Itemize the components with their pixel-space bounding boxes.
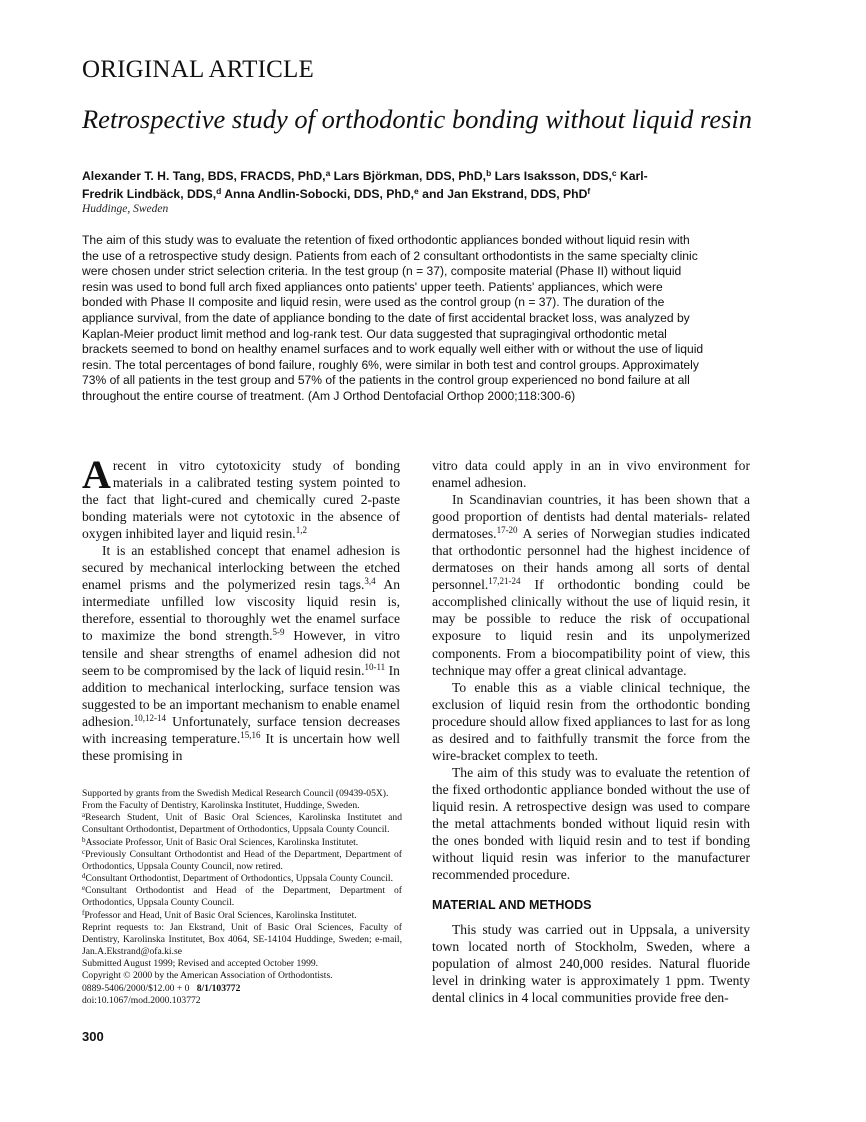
author-name: Lars Isaksson, DDS, (491, 169, 612, 183)
reference-mark: 10,12-14 (133, 712, 166, 723)
section-label: ORIGINAL ARTICLE (82, 56, 314, 83)
footnote-affiliation-b: $^b$Associate Professor, Unit of Basic Oral Sciences, Karolinska Institutet. (82, 835, 359, 848)
footnote-institution: From the Faculty of Dentistry, Karolinska Institutet, Huddinge, Sweden. (82, 800, 360, 812)
body-column-left (82, 452, 401, 764)
footnote-funding: Supported by grants from the Swedish Medical Research Council (09439-05X). (82, 788, 389, 799)
body-paragraph: In Scandinavian countries, it has been shown that a good proportion of dentists had dental materials- related dermatoses.$^{17-20}$ A series of Norwegian studies indicated that orthodontic personnel had the highest incidence of dermatoses on their hands among all sorts of dental personnel.$^{17,21-24}$ If orthodontic bonding could be accomplished clinically without the use of liquid resin, it may be possible to reduce the risk of occupational exposure to liquid resin and its unpolymerized components. From a biocompatibility point of view, this technique may offer a great clinical advantage. (432, 492, 750, 678)
footnote-submitted: Submitted August 1999; Revised and accepted October 1999. (82, 958, 319, 970)
reference-mark: 17,21-24 (488, 576, 521, 587)
body-paragraph: vitro data could apply in an in vivo environment for enamel adhesion. (432, 458, 750, 491)
reference-mark: 10-11 (364, 661, 386, 672)
author-name: Karl- (616, 169, 648, 183)
reference-mark: 15,16 (240, 729, 261, 740)
body-paragraph: The aim of this study was to evaluate the retention of the fixed orthodontic appliance bonded without the use of liquid resin. A retrospective design was used to compare the metal attachments bonded without liquid resin with the ones bonded with liquid resin and to test if bonding without liquid resin was inferior to the manufacturer recommended procedure. (432, 764, 750, 883)
affiliation-mark: f (587, 186, 591, 196)
body-paragraph: It is an established concept that enamel adhesion is secured by mechanical interlocking between the etched enamel prisms and the polymerized resin tags.$^{3,4}$ An intermediate unfilled low viscosity liquid resin is, therefore, essential to thoroughly wet the enamel surface to maximize the bond strength.$^{5-9}$ However, in vitro tensile and shear strengths of enamel adhesion did not seem to be compromised by the lack of liquid resin.$^{10-11}$ In addition to mechanical interlocking, surface tension was suggested to be an important mechanism to enable enamel adhesion.$^{10,12-14}$ Unfortunately, surface tension decreases with increasing temperature.$^{15,16}$ It is uncertain how well these promising in (82, 543, 401, 763)
body-column-right (432, 457, 750, 1006)
affiliation-mark: d (216, 186, 222, 196)
author-location: Huddinge, Sweden (82, 203, 169, 215)
body-paragraph: This study was carried out in Uppsala, a university town located north of Stockholm, Sweden, where a population of almost 240,000 resides. Natural fluoride level in drinking water is approximately 1 ppm. Twenty dental clinics in 4 local communities provide free den- (432, 922, 750, 1006)
body-paragraph: A recent in vitro cytotoxicity study of bonding materials in a calibrated testing system pointed to the fact that light-cured and chemically cured 2-paste bonding materials were not cytotoxic in the absence of oxygen inhibited layer and liquid resin.$^{1,2}$ (82, 452, 400, 542)
footnote-issn: 0889-5406/2000/$12.00 + 0 8/1/103772 (82, 982, 241, 994)
page-number: 300 (82, 1029, 104, 1044)
footnote-affiliation-c: $^c$Previously Consultant Orthodontist and Head of the Department, Department of Orthodontics, Uppsala County Council, now retired. (82, 847, 402, 872)
affiliation-mark: e (414, 186, 419, 196)
reference-mark: 17-20 (496, 525, 518, 536)
affiliation-mark: a (325, 168, 331, 178)
footnote-affiliation-e: $^e$Consultant Orthodontist and Head of the Department, Department of Orthodontics, Uppsala County Council. (82, 884, 402, 909)
author-name: Alexander T. H. Tang, BDS, FRACDS, PhD, (82, 169, 326, 183)
author-name: Fredrik Lindbäck, DDS, (82, 187, 217, 201)
author-name: Lars Björkman, DDS, PhD, (330, 169, 487, 183)
footnote-affiliation-a: $^a$Research Student, Unit of Basic Oral Sciences, Karolinska Institutet and Consultant Orthodontist, Department of Orthodontics, Uppsala County Council. (82, 811, 402, 836)
author-name: Anna Andlin-Sobocki, DDS, PhD, (221, 187, 415, 201)
footnote-reprint: Reprint requests to: Jan Ekstrand, Unit of Basic Oral Sciences, Faculty of Dentistry, Karolinska Institutet, Box 4064, SE-14104 Huddinge, Sweden; e-mail, Jan.A.Ekstrand@ofa.ki.se (82, 921, 402, 958)
body-paragraph: To enable this as a viable clinical technique, the exclusion of liquid resin from the orthodontic bonding procedure should allow fixed appliances to last for as long as desired and to faithfully transmit the force from the wire-bracket complex to teeth. (432, 679, 750, 763)
drop-cap: A (82, 452, 111, 497)
article-title: Retrospective study of orthodontic bonding without liquid resin (82, 104, 753, 134)
affiliation-mark: c (611, 168, 617, 178)
affiliation-mark: b (486, 168, 492, 178)
footnote-copyright: Copyright © 2000 by the American Association of Orthodontists. (82, 970, 333, 982)
reference-mark: 3,4 (364, 576, 376, 587)
footnotes (82, 788, 402, 1007)
abstract: The aim of this study was to evaluate the retention of fixed orthodontic appliances bonded without liquid resin with the use of a retrospective study design. Patients from each of 2 consultant orthodontists in the same specialty clinic were chosen under strict selection criteria. In the test group (n = 37), composite material (Phase II) without liquid resin was used to bond full arch fixed appliances onto patients' upper teeth. Patients' appliances, which were bonded with Phase II composite and liquid resin, were used as the control group (n = 37). The duration of the appliance survival, from the date of appliance bonding to the date of first accidental bracket loss, was analyzed by Kaplan-Meier product limit method and log-rank test. Our data suggested that supragingival orthodontic metal brackets seemed to bond on healthy enamel surfaces and to work equally well either with or without the use of liquid resin. The total percentages of bond failure, roughly 6%, were similar in both test and control groups. Approximately 73% of all patients in the test group and 57% of the patients in the control group experienced no bond failure at all throughout the entire course of treatment. (Am J Orthod Dentofacial Orthop 2000;118:300-6) (82, 233, 704, 403)
author-name: and Jan Ekstrand, DDS, PhD (418, 187, 588, 201)
section-heading: MATERIAL AND METHODS (432, 898, 592, 913)
footnote-affiliation-f: $^f$Professor and Head, Unit of Basic Oral Sciences, Karolinska Institutet. (82, 908, 357, 921)
footnote-doi: doi:10.1067/mod.2000.103772 (82, 994, 201, 1006)
reference-mark: 5-9 (272, 627, 285, 638)
author-list (82, 167, 702, 203)
reference-mark: 1,2 (295, 525, 307, 536)
footnote-affiliation-d: $^d$Consultant Orthodontist, Department of Orthodontics, Uppsala County Council. (82, 872, 394, 885)
